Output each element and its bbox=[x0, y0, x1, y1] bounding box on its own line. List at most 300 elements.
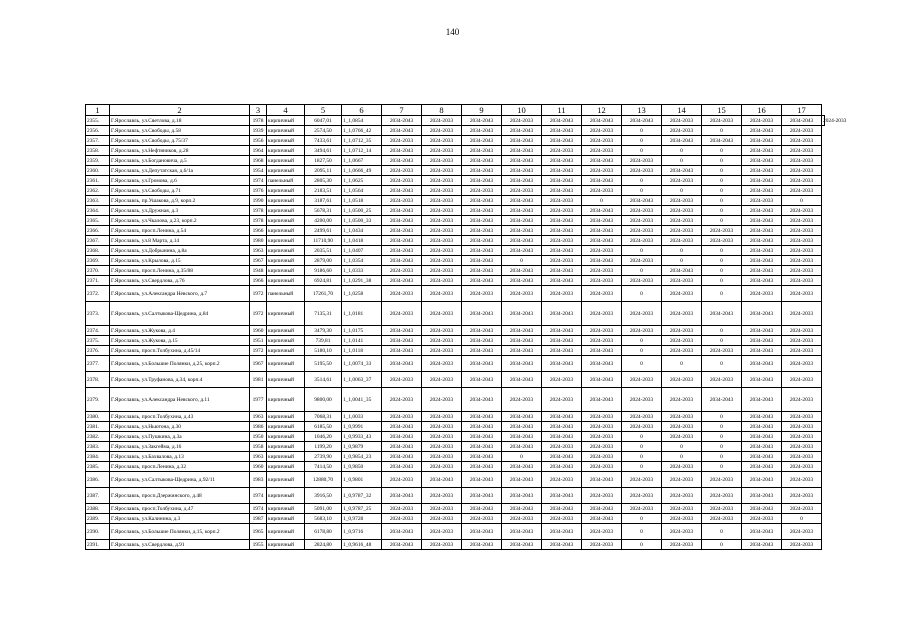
table-cell: 2024-2033 bbox=[782, 276, 822, 286]
table-cell: кирпичный bbox=[267, 126, 305, 136]
table-row bbox=[86, 432, 825, 442]
table-cell: 2034-2043 bbox=[542, 266, 582, 276]
table-cell: 2024-2033 bbox=[582, 432, 622, 442]
table-cell: 2024-2033 bbox=[582, 462, 622, 472]
table-cell: 2355. bbox=[86, 116, 110, 126]
table-cell: 2363. bbox=[86, 196, 110, 206]
table-cell: 2034-2043 bbox=[742, 216, 782, 226]
table-cell: 2034-2043 bbox=[582, 216, 622, 226]
table-cell: 0 bbox=[622, 176, 662, 186]
table-cell: 2034-2043 bbox=[742, 246, 782, 256]
table-cell: 2024-2033 bbox=[582, 302, 622, 326]
table-cell: 2034-2043 bbox=[542, 136, 582, 146]
table-cell: 0 bbox=[662, 246, 702, 256]
table-cell: 2358. bbox=[86, 146, 110, 156]
table-cell: 1_1,0712_14 bbox=[342, 146, 382, 156]
table-cell: 2024-2033 bbox=[782, 256, 822, 266]
table-cell: 2024-2033 bbox=[662, 206, 702, 216]
table-cell: 2024-2033 bbox=[622, 372, 662, 388]
table-cell: 2034-2043 bbox=[542, 246, 582, 256]
table-cell: кирпичный bbox=[267, 412, 305, 422]
table-cell: 2034-2043 bbox=[462, 226, 502, 236]
table-cell: 2034-2043 bbox=[382, 422, 422, 432]
table-cell: 2034-2043 bbox=[462, 432, 502, 442]
table-cell: 2034-2043 bbox=[502, 226, 542, 236]
table-cell: 0 bbox=[782, 514, 822, 524]
table-cell: 0 bbox=[622, 524, 662, 540]
table-cell: 2024-2033 bbox=[622, 226, 662, 236]
table-cell: 2034-2043 bbox=[582, 206, 622, 216]
table-cell: 0 bbox=[662, 442, 702, 452]
table-cell: 2382. bbox=[86, 432, 110, 442]
table-cell: Г.Ярославль, ул.Свердлова, д.91 bbox=[110, 540, 250, 550]
table-cell: кирпичный bbox=[267, 156, 305, 166]
table-cell: 2034-2043 bbox=[382, 186, 422, 196]
table-cell: 2034-2043 bbox=[742, 346, 782, 356]
table-cell: Г.Ярославль, ул.Пушкина, д.3а bbox=[110, 432, 250, 442]
table-cell: 2034-2043 bbox=[462, 206, 502, 216]
header-cell: 16 bbox=[742, 105, 782, 116]
table-cell: 2034-2043 bbox=[542, 488, 582, 504]
table-cell: 2034-2043 bbox=[502, 206, 542, 216]
table-body bbox=[86, 116, 847, 550]
table-cell: 1981 bbox=[250, 372, 267, 388]
table-cell: 2034-2043 bbox=[462, 422, 502, 432]
table-cell: 2034-2043 bbox=[742, 326, 782, 336]
table-cell: 0 bbox=[622, 346, 662, 356]
table-cell: кирпичный bbox=[267, 462, 305, 472]
table-cell: 0 bbox=[662, 256, 702, 266]
header-cell: 15 bbox=[702, 105, 742, 116]
header-cell: 8 bbox=[422, 105, 462, 116]
table-cell: 2034-2043 bbox=[742, 356, 782, 372]
table-cell: 1960 bbox=[250, 462, 267, 472]
table-cell: 0 bbox=[702, 166, 742, 176]
table-cell: 2024-2033 bbox=[582, 336, 622, 346]
table-cell: кирпичный bbox=[267, 452, 305, 462]
header-cell: 7 bbox=[382, 105, 422, 116]
table-cell: 1_1,0712_35 bbox=[342, 136, 382, 146]
table-cell: 2034-2043 bbox=[542, 186, 582, 196]
table-cell: 2034-2043 bbox=[502, 302, 542, 326]
table-cell: 2034-2043 bbox=[582, 356, 622, 372]
table-cell: 11710,90 bbox=[305, 236, 342, 246]
table-cell: 2024-2033 bbox=[422, 524, 462, 540]
table-cell: 2034-2043 bbox=[382, 462, 422, 472]
table-cell: 2034-2043 bbox=[742, 412, 782, 422]
table-cell: 2024-2033 bbox=[422, 504, 462, 514]
header-cell: 3 bbox=[250, 105, 267, 116]
table-cell: 0 bbox=[622, 146, 662, 156]
table-cell: 2024-2033 bbox=[782, 336, 822, 346]
table-row bbox=[86, 462, 825, 472]
table-cell: 2034-2043 bbox=[382, 126, 422, 136]
table-row bbox=[86, 452, 825, 462]
table-row bbox=[86, 196, 825, 206]
table-cell: 2034-2043 bbox=[462, 266, 502, 276]
table-cell: 2024-2033 bbox=[422, 356, 462, 372]
table-cell: 2385. bbox=[86, 462, 110, 472]
table-cell: 2368. bbox=[86, 246, 110, 256]
table-cell: 0 bbox=[502, 256, 542, 266]
table-cell: Г.Ярославль, ул.Светлова, д.18 bbox=[110, 116, 250, 126]
table-row bbox=[86, 186, 825, 196]
table-cell: 1_1,0141 bbox=[342, 336, 382, 346]
table-cell: 2024-2033 bbox=[622, 326, 662, 336]
table-cell: 2024-2033 bbox=[622, 236, 662, 246]
table-cell: 2034-2043 bbox=[462, 146, 502, 156]
table-cell: 2034-2043 bbox=[742, 504, 782, 514]
table-cell: 2034-2043 bbox=[502, 326, 542, 336]
table-cell: 5683,10 bbox=[305, 514, 342, 524]
table-cell: 2024-2033 bbox=[662, 326, 702, 336]
table-cell: 2024-2033 bbox=[782, 166, 822, 176]
table-cell: 2024-2033 bbox=[382, 266, 422, 276]
table-cell: кирпичный bbox=[267, 136, 305, 146]
table-cell: 2024-2033 bbox=[542, 146, 582, 156]
table-cell: 1967 bbox=[250, 356, 267, 372]
table-cell: 2034-2043 bbox=[702, 136, 742, 146]
table-cell: 1972 bbox=[250, 346, 267, 356]
table-cell: 1977 bbox=[250, 388, 267, 412]
table-cell: 2024-2033 bbox=[542, 286, 582, 302]
table-cell: 2024-2033 bbox=[622, 472, 662, 488]
table-cell: 2024-2033 bbox=[582, 146, 622, 156]
table-cell: 1_0,9850 bbox=[342, 462, 382, 472]
table-cell: Г.Ярославль, ул.Свободы, д.71 bbox=[110, 186, 250, 196]
table-cell: 2361. bbox=[86, 176, 110, 186]
table-cell: 2034-2043 bbox=[382, 488, 422, 504]
table-cell: 0 bbox=[702, 186, 742, 196]
table-cell: 4200,00 bbox=[305, 216, 342, 226]
table-cell: 2024-2033 bbox=[422, 452, 462, 462]
table-cell: 2024-2033 bbox=[422, 488, 462, 504]
table-cell: 2374. bbox=[86, 326, 110, 336]
table-cell: 2034-2043 bbox=[582, 346, 622, 356]
table-cell: 2024-2033 bbox=[782, 524, 822, 540]
table-cell: 2391. bbox=[86, 540, 110, 550]
table-cell: 2034-2043 bbox=[382, 256, 422, 266]
table-cell: 2024-2033 bbox=[422, 126, 462, 136]
table-cell: 2389. bbox=[86, 514, 110, 524]
table-cell: 2024-2033 bbox=[662, 412, 702, 422]
table-cell: Г.Ярославль, ул.Салтыкова-Щедрина, д.92/11 bbox=[110, 472, 250, 488]
table-cell: 2024-2033 bbox=[422, 346, 462, 356]
table-cell: 2024-2033 bbox=[502, 186, 542, 196]
table-cell: 2024-2033 bbox=[502, 116, 542, 126]
table-cell: 2034-2043 bbox=[502, 266, 542, 276]
header-cell: 5 bbox=[305, 105, 342, 116]
table-cell: кирпичный bbox=[267, 504, 305, 514]
table-cell: 2024-2033 bbox=[422, 176, 462, 186]
table-cell: 2034-2043 bbox=[502, 488, 542, 504]
table-cell: 2367. bbox=[86, 236, 110, 246]
table-cell: 2024-2033 bbox=[422, 286, 462, 302]
table-cell: 2034-2043 bbox=[702, 388, 742, 412]
table-cell: 2024-2033 bbox=[782, 206, 822, 216]
table-cell: 2024-2033 bbox=[782, 412, 822, 422]
table-cell: 5180,10 bbox=[305, 346, 342, 356]
table-cell: 2024-2033 bbox=[422, 196, 462, 206]
table-cell: 2024-2033 bbox=[542, 206, 582, 216]
table-cell: 2034-2043 bbox=[702, 302, 742, 326]
table-cell: Г.Ярославль, просп.Толбухина, д.45/14 bbox=[110, 346, 250, 356]
data-table bbox=[85, 104, 847, 550]
table-cell: 1948 bbox=[250, 266, 267, 276]
table-row bbox=[86, 136, 825, 146]
table-cell: 2034-2043 bbox=[502, 336, 542, 346]
table-cell: 2034-2043 bbox=[502, 356, 542, 372]
table-cell: 2024-2033 bbox=[582, 540, 622, 550]
table-cell: 2024-2033 bbox=[582, 136, 622, 146]
table-row bbox=[86, 422, 825, 432]
table-cell: 2024-2033 bbox=[542, 388, 582, 412]
table-cell: 2024-2033 bbox=[782, 236, 822, 246]
table-cell: 2034-2043 bbox=[462, 372, 502, 388]
table-cell: 2024-2033 bbox=[542, 472, 582, 488]
table-cell: 0 bbox=[702, 432, 742, 442]
header-cell: 17 bbox=[782, 105, 822, 116]
table-cell: Г.Ярославль, ул.Громова, д.6 bbox=[110, 176, 250, 186]
table-cell: 2024-2033 bbox=[582, 452, 622, 462]
table-cell: 2034-2043 bbox=[542, 116, 582, 126]
table-cell: кирпичный bbox=[267, 256, 305, 266]
table-cell: 2024-2033 bbox=[782, 326, 822, 336]
table-cell: 0 bbox=[622, 462, 662, 472]
table-cell: 6047,01 bbox=[305, 116, 342, 126]
table-cell: кирпичный bbox=[267, 346, 305, 356]
table-cell: 2024-2033 bbox=[702, 236, 742, 246]
table-cell: 2024-2033 bbox=[662, 540, 702, 550]
table-cell: 2024-2033 bbox=[422, 540, 462, 550]
table-cell: 1955 bbox=[250, 540, 267, 550]
table-cell: 2024-2033 bbox=[782, 372, 822, 388]
table-cell: 1976 bbox=[250, 186, 267, 196]
table-cell: Г.Ярославль, просп.Толбухина, д.47 bbox=[110, 504, 250, 514]
table-cell: 1_1,0354 bbox=[342, 256, 382, 266]
table-cell: 2024-2033 bbox=[662, 116, 702, 126]
table-cell: 1_0,9716 bbox=[342, 524, 382, 540]
header-cell: 1 bbox=[86, 105, 110, 116]
table-cell: 2183,51 bbox=[305, 186, 342, 196]
table-cell: 2372. bbox=[86, 286, 110, 302]
table-cell: 2024-2033 bbox=[382, 412, 422, 422]
table-cell: Г.Ярославль, ул.Закгейма, д.16 bbox=[110, 442, 250, 452]
header-cell: 14 bbox=[662, 105, 702, 116]
table-cell: Г.Ярославль, ул.Труфанова, д.34, корп.4 bbox=[110, 372, 250, 388]
table-cell: Г.Ярославль, ул.Александра Невского, д.7 bbox=[110, 286, 250, 302]
table-cell: 0 bbox=[702, 326, 742, 336]
table-row bbox=[86, 206, 825, 216]
table-cell: Г.Ярославль, ул.Жукова, д.15 bbox=[110, 336, 250, 346]
table-cell: 2024-2033 bbox=[382, 388, 422, 412]
table-cell: 0 bbox=[702, 206, 742, 216]
table-cell: 2034-2043 bbox=[542, 504, 582, 514]
table-cell: Г.Ярославль, ул.Жукова, д.4 bbox=[110, 326, 250, 336]
table-cell: 2034-2043 bbox=[502, 176, 542, 186]
table-cell: 2034-2043 bbox=[502, 276, 542, 286]
table-cell: 2024-2033 bbox=[702, 372, 742, 388]
table-row bbox=[86, 356, 825, 372]
table-cell: 2024-2033 bbox=[662, 422, 702, 432]
table-cell: 1966 bbox=[250, 226, 267, 236]
table-cell: кирпичный bbox=[267, 472, 305, 488]
table-cell: 0 bbox=[702, 196, 742, 206]
table-cell: 0 bbox=[622, 336, 662, 346]
table-cell: 2034-2043 bbox=[742, 126, 782, 136]
table-cell: 2024-2033 bbox=[582, 326, 622, 336]
header-cell: 4 bbox=[267, 105, 305, 116]
table-cell: 0 bbox=[702, 286, 742, 302]
table-cell: 1_1,0666_49 bbox=[342, 166, 382, 176]
table-cell: 2034-2043 bbox=[742, 226, 782, 236]
table-cell: 1972 bbox=[250, 302, 267, 326]
table-cell: 2375. bbox=[86, 336, 110, 346]
table-cell: 0 bbox=[622, 514, 662, 524]
table-cell: Г.Ярославль, ул.Бахвалова, д.13 bbox=[110, 452, 250, 462]
table-cell: 2034-2043 bbox=[502, 196, 542, 206]
table-cell: 2034-2043 bbox=[502, 346, 542, 356]
table-row bbox=[86, 176, 825, 186]
table-cell: 2024-2033 bbox=[542, 442, 582, 452]
table-cell: 1_0,9879 bbox=[342, 442, 382, 452]
table-row bbox=[86, 166, 825, 176]
table-cell: 2024-2033 bbox=[542, 372, 582, 388]
table-cell: 1827,50 bbox=[305, 156, 342, 166]
table-cell: 2024-2033 bbox=[782, 442, 822, 452]
table-cell: 2024-2033 bbox=[422, 388, 462, 412]
table-cell: 2034-2043 bbox=[582, 256, 622, 266]
header-cell: 10 bbox=[502, 105, 542, 116]
table-cell: 2034-2043 bbox=[582, 156, 622, 166]
table-cell: 2034-2043 bbox=[502, 462, 542, 472]
table-cell: 2024-2033 bbox=[542, 256, 582, 266]
table-cell: 3187,61 bbox=[305, 196, 342, 206]
table-cell: 12880,70 bbox=[305, 472, 342, 488]
table-cell: кирпичный bbox=[267, 432, 305, 442]
table-cell: кирпичный bbox=[267, 302, 305, 326]
table-cell: 2024-2033 bbox=[422, 136, 462, 146]
table-cell: 2034-2043 bbox=[502, 412, 542, 422]
table-cell: Г.Ярославль, ул.Добрынина, д.8а bbox=[110, 246, 250, 256]
table-row bbox=[86, 336, 825, 346]
table-cell: 2024-2033 bbox=[662, 372, 702, 388]
table-cell: 1_0,9787_25 bbox=[342, 504, 382, 514]
table-cell: Г.Ярославль, просп.Ленина, д.54 bbox=[110, 226, 250, 236]
table-cell: 2805,30 bbox=[305, 176, 342, 186]
table-cell: 0 bbox=[622, 540, 662, 550]
table-cell: 2360. bbox=[86, 166, 110, 176]
table-cell: 2034-2043 bbox=[462, 166, 502, 176]
table-row bbox=[86, 156, 825, 166]
table-cell: 2034-2043 bbox=[542, 540, 582, 550]
table-cell: 1_1,0854 bbox=[342, 116, 382, 126]
table-cell: кирпичный bbox=[267, 246, 305, 256]
table-cell: 0 bbox=[622, 442, 662, 452]
table-row bbox=[86, 372, 825, 388]
table-cell: 2034-2043 bbox=[582, 472, 622, 488]
table-cell: 2024-2033 bbox=[782, 266, 822, 276]
table-cell: 2034-2043 bbox=[382, 346, 422, 356]
table-cell: 0 bbox=[662, 156, 702, 166]
table-cell: Г.Ярославль, ул.Богдановича, д.5 bbox=[110, 156, 250, 166]
table-cell: 1987 bbox=[250, 514, 267, 524]
table-cell: 1967 bbox=[250, 256, 267, 266]
page-number: 140 bbox=[445, 27, 460, 37]
table-cell: 2034-2043 bbox=[742, 302, 782, 326]
table-cell: 2034-2043 bbox=[382, 206, 422, 216]
table-cell: 2034-2043 bbox=[462, 126, 502, 136]
table-cell: 2034-2043 bbox=[622, 116, 662, 126]
table-cell: 2024-2033 bbox=[622, 504, 662, 514]
table-cell: 2371. bbox=[86, 276, 110, 286]
table-cell: Г.Ярославль, просп.Ленина, д.32 bbox=[110, 462, 250, 472]
table-cell: 2024-2033 bbox=[382, 302, 422, 326]
table-cell: кирпичный bbox=[267, 186, 305, 196]
table-cell: 2034-2043 bbox=[662, 136, 702, 146]
table-cell: 2034-2043 bbox=[502, 126, 542, 136]
table-cell: Г.Ярославль, ул.Свердлова, д.76 bbox=[110, 276, 250, 286]
table-cell: 2034-2043 bbox=[542, 336, 582, 346]
table-cell: 2024-2033 bbox=[662, 226, 702, 236]
table-cell: 2034-2043 bbox=[462, 472, 502, 488]
table-cell: 2034-2043 bbox=[542, 346, 582, 356]
table-cell: 2024-2033 bbox=[542, 514, 582, 524]
table-cell: 2359. bbox=[86, 156, 110, 166]
table-cell: 2024-2033 bbox=[622, 302, 662, 326]
table-cell: 2034-2043 bbox=[502, 442, 542, 452]
table-cell: 1_1,0063_37 bbox=[342, 372, 382, 388]
table-cell: 2024-2033 bbox=[422, 226, 462, 236]
table-cell: 2034-2043 bbox=[462, 346, 502, 356]
table-row bbox=[86, 216, 825, 226]
table-cell: 2034-2043 bbox=[542, 462, 582, 472]
table-cell: 2024-2033 bbox=[662, 176, 702, 186]
table-cell: 2024-2033 bbox=[382, 286, 422, 302]
table-cell: 2024-2033 bbox=[782, 432, 822, 442]
table-cell: 2034-2043 bbox=[502, 236, 542, 246]
table-cell: 0 bbox=[622, 246, 662, 256]
table-cell: 2387. bbox=[86, 488, 110, 504]
table-cell: 2024-2033 bbox=[662, 462, 702, 472]
table-cell: 0 bbox=[702, 176, 742, 186]
table-cell: 2024-2033 bbox=[582, 166, 622, 176]
table-cell: 2024-2033 bbox=[782, 452, 822, 462]
table-cell: 0 bbox=[622, 356, 662, 372]
table-cell: 2034-2043 bbox=[462, 442, 502, 452]
table-cell: 2034-2043 bbox=[462, 488, 502, 504]
table-cell: 2034-2043 bbox=[742, 176, 782, 186]
table-cell: 2024-2033 bbox=[622, 388, 662, 412]
table-cell: 2034-2043 bbox=[462, 236, 502, 246]
table-cell: 0 bbox=[702, 462, 742, 472]
table-cell: 2034-2043 bbox=[462, 246, 502, 256]
table-cell: 2034-2043 bbox=[382, 356, 422, 372]
table-cell: 2024-2033 bbox=[582, 422, 622, 432]
table-cell: 2879,00 bbox=[305, 256, 342, 266]
table-cell: 2024-2033 bbox=[422, 116, 462, 126]
table-cell: 2824,80 bbox=[305, 540, 342, 550]
table-cell: 2024-2033 bbox=[782, 286, 822, 302]
table-cell: 0 bbox=[662, 452, 702, 462]
table-cell: 2034-2043 bbox=[662, 166, 702, 176]
table-cell: 2024-2033 bbox=[462, 186, 502, 196]
table-cell: 0 bbox=[622, 136, 662, 146]
table-cell: 2034-2043 bbox=[582, 504, 622, 514]
table-cell: 2024-2033 bbox=[422, 216, 462, 226]
table-cell: 7414,50 bbox=[305, 462, 342, 472]
table-cell: 2034-2043 bbox=[622, 196, 662, 206]
